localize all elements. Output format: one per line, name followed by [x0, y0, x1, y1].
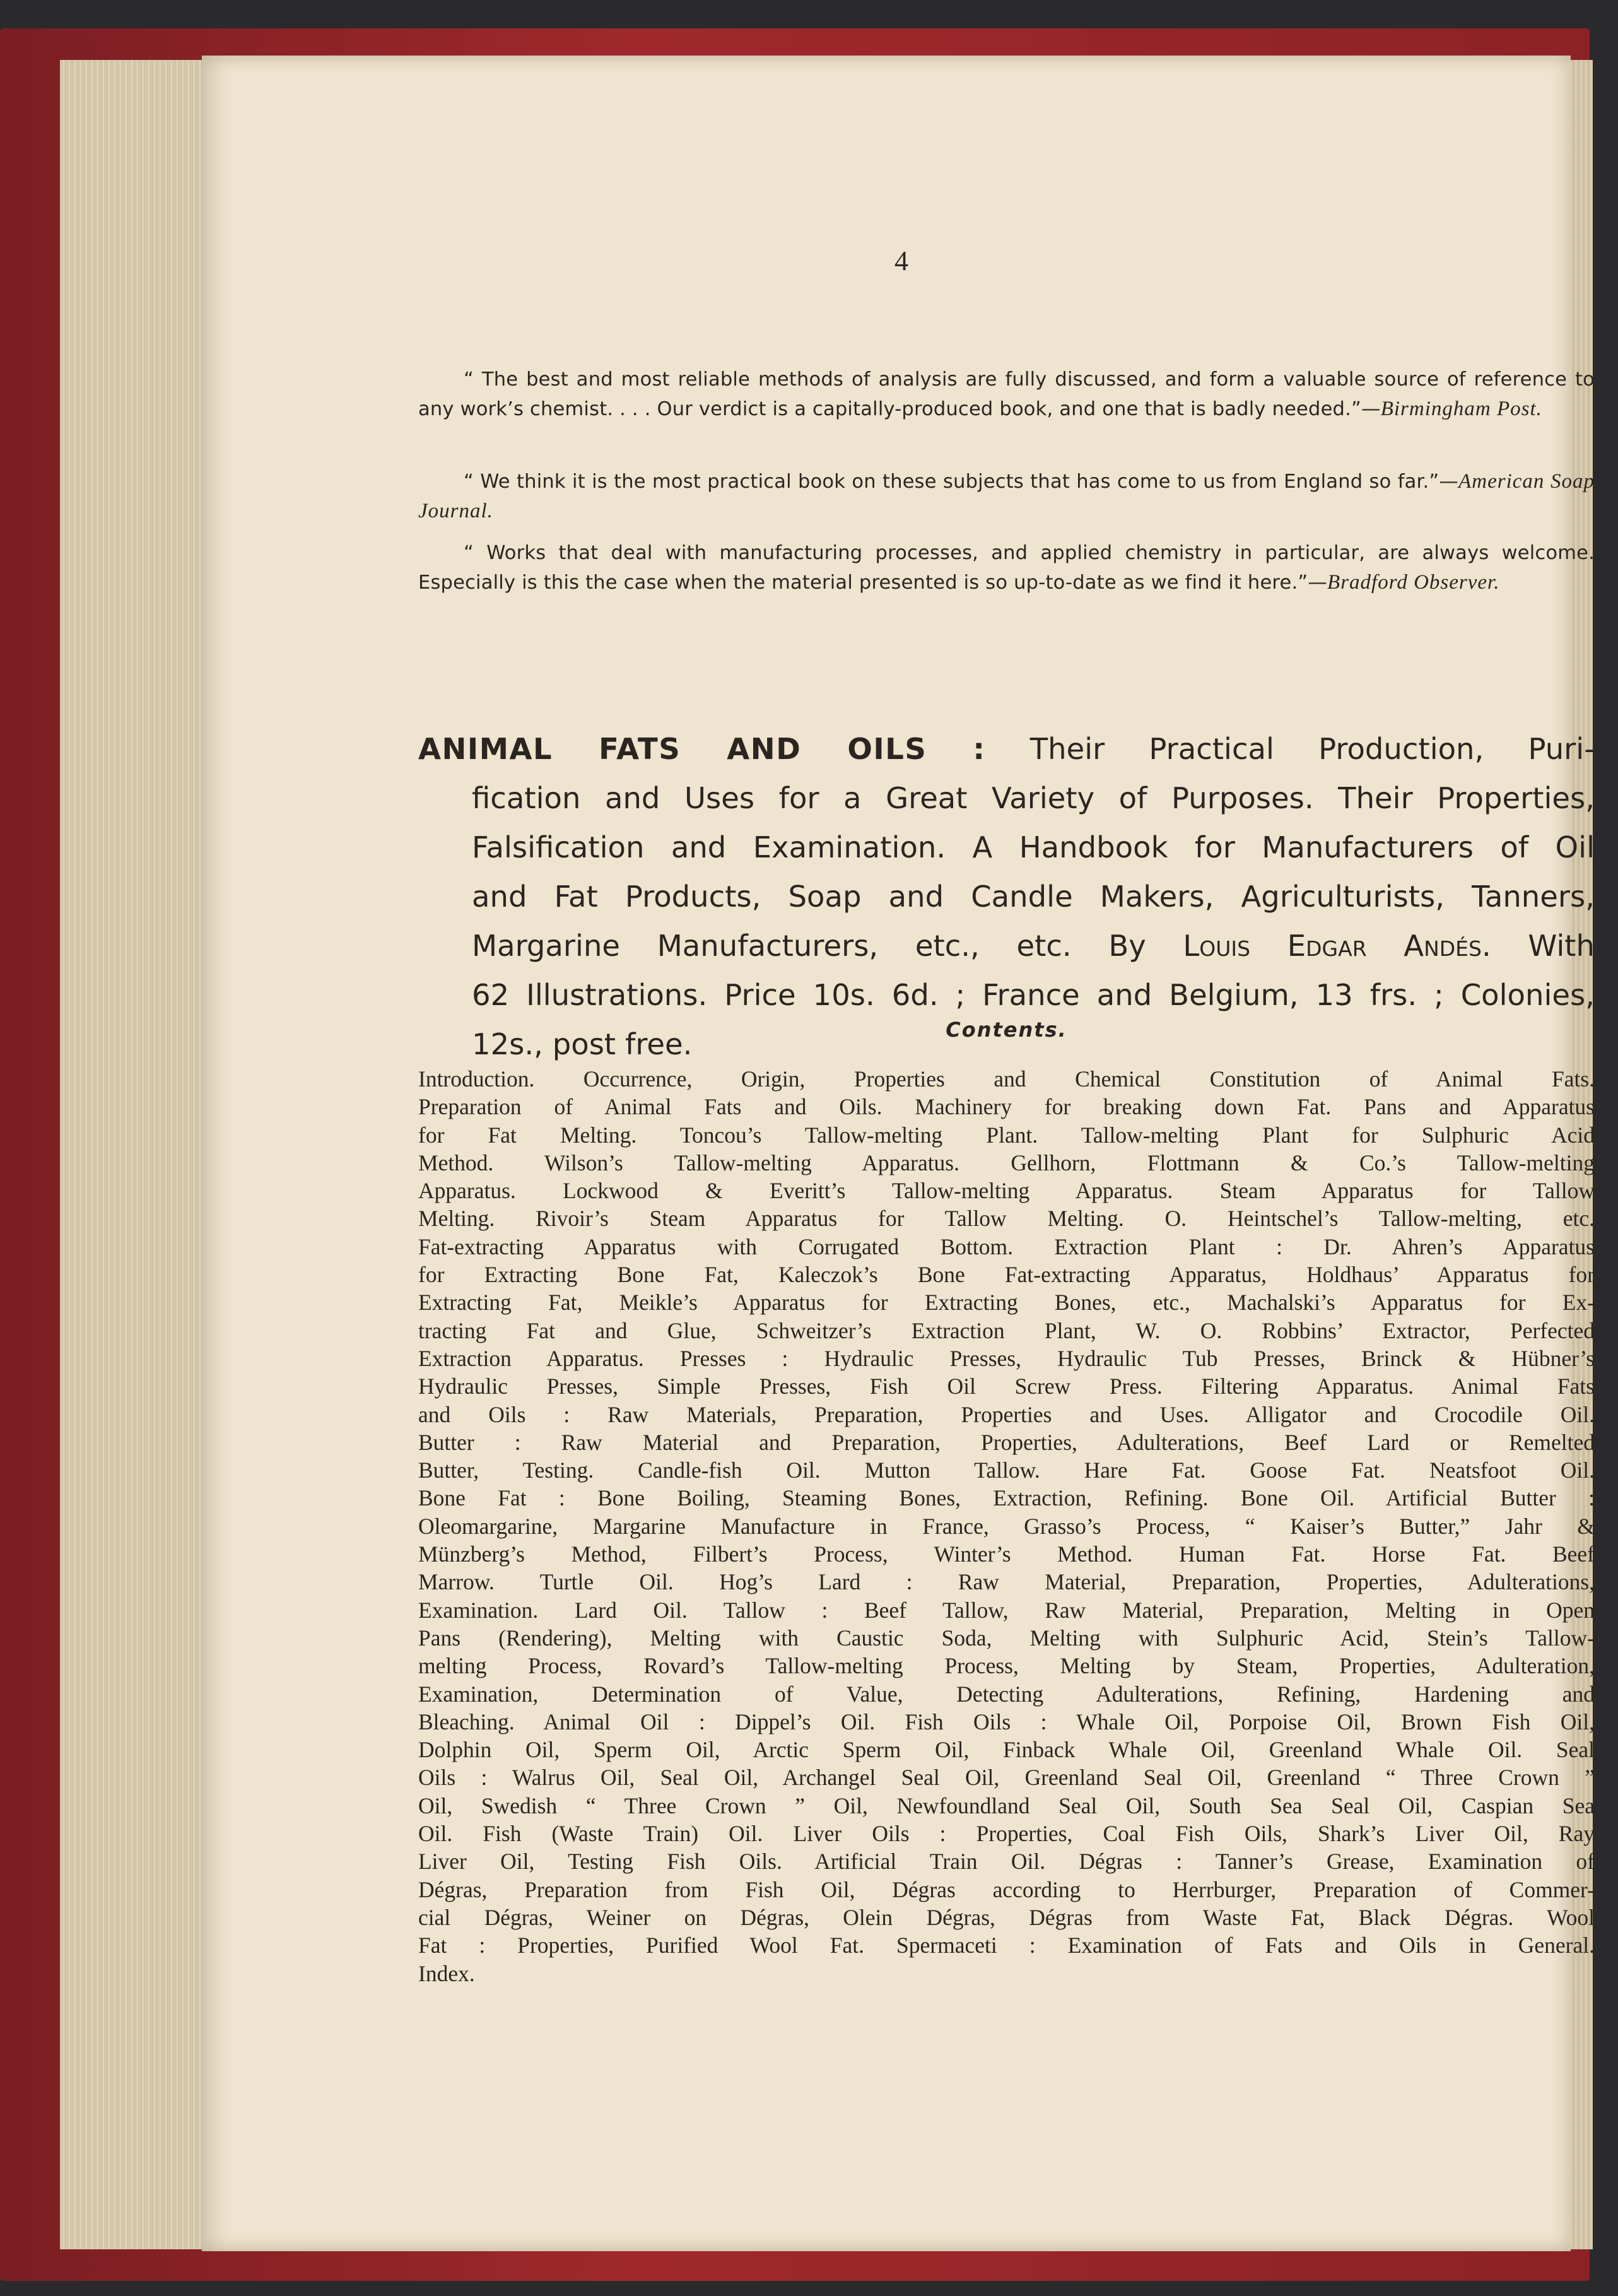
- contents-line: Index.: [418, 1960, 475, 1986]
- contents-line: Oleomargarine, Margarine Manufacture in France, Grasso’s Process, “ Kaiser’s Butter,” Jahr &: [418, 1513, 1595, 1539]
- contents-line: tracting Fat and Glue, Schweitzer’s Extraction Plant, W. O. Robbins’ Extractor, Perfected: [418, 1317, 1595, 1343]
- contents-line: Münzberg’s Method, Filbert’s Process, Winter’s Method. Human Fat. Horse Fat. Beef: [418, 1541, 1595, 1567]
- review-source: American Soap Journal.: [418, 470, 1595, 522]
- contents-line: Examination. Lard Oil. Tallow : Beef Tallow, Raw Material, Preparation, Melting in Open: [418, 1597, 1595, 1623]
- page-number: 4: [894, 245, 908, 276]
- contents-line: Hydraulic Presses, Simple Presses, Fish Oil Screw Press. Filtering Apparatus. Animal Fats: [418, 1374, 1595, 1399]
- contents-line: Fat : Properties, Purified Wool Fat. Spermaceti : Examination of Fats and Oils in General.: [418, 1933, 1595, 1958]
- contents-line: for Fat Melting. Toncou’s Tallow-melting Plant. Tallow-melting Plant for Sulphuric Acid: [418, 1122, 1595, 1148]
- book-author: Louis Edgar Andés.: [1183, 929, 1491, 963]
- review-source: Birmingham Post.: [1380, 397, 1542, 420]
- review-source: Bradford Observer.: [1327, 571, 1500, 594]
- contents-line: Introduction. Occurrence, Origin, Properties and Chemical Constitution of Animal Fats.: [418, 1066, 1595, 1092]
- book-page: [202, 56, 1595, 2251]
- review-text: “ We think it is the most practical book on these subjects that has come to us from England so far.”—American Soap Journal.: [418, 470, 1595, 522]
- contents-line: Dégras, Preparation from Fish Oil, Dégras according to Herrburger, Preparation of Commer-: [418, 1876, 1595, 1902]
- review-american-soap: [418, 467, 1595, 526]
- review-text: “ The best and most reliable methods of analysis are fully discussed, and form a valuable source of reference to any work’s chemist. . . . Our verdict is a capitally-produced book, and one that is badly needed.”—Birmingham Post.: [418, 368, 1595, 420]
- contents-line: Dolphin Oil, Sperm Oil, Arctic Sperm Oil, Finback Whale Oil, Greenland Whale Oil. Seal: [418, 1737, 1595, 1763]
- contents-line: Preparation of Animal Fats and Oils. Machinery for breaking down Fat. Pans and Apparatus: [418, 1094, 1595, 1120]
- contents-line: Butter, Testing. Candle-fish Oil. Mutton Tallow. Hare Fat. Goose Fat. Neatsfoot Oil.: [418, 1457, 1595, 1483]
- review-bradford: [418, 538, 1595, 598]
- contents-line: for Extracting Bone Fat, Kaleczok’s Bone Fat-extracting Apparatus, Holdhaus’ Apparatus for: [418, 1262, 1595, 1288]
- description-line: and Fat Products, Soap and Candle Makers, Agriculturists, Tanners,: [472, 880, 1595, 914]
- contents-line: Extracting Fat, Meikle’s Apparatus for Extracting Bones, etc., Machalski’s Apparatus for Ex-: [418, 1290, 1595, 1316]
- contents-line: Method. Wilson’s Tallow-melting Apparatus. Gellhorn, Flottmann & Co.’s Tallow-melting: [418, 1150, 1595, 1175]
- description-line: Margarine Manufacturers, etc., etc. By Louis Edgar Andés. With: [472, 929, 1595, 963]
- contents-line: and Oils : Raw Materials, Preparation, Properties and Uses. Alligator and Crocodile Oil.: [418, 1401, 1595, 1427]
- contents-line: Liver Oil, Testing Fish Oils. Artificial Train Oil. Dégras : Tanner’s Grease, Examination of: [418, 1849, 1595, 1875]
- book-title: ANIMAL FATS AND OILS :: [418, 732, 986, 766]
- contents-line: Apparatus. Lockwood & Everitt’s Tallow-melting Apparatus. Steam Apparatus for Tallow: [418, 1178, 1595, 1204]
- price-line: 12s., post free.: [472, 1027, 693, 1061]
- price-line: 62 Illustrations. Price 10s. 6d. ; France and Belgium, 13 frs. ; Colonies,: [472, 978, 1595, 1012]
- contents-heading: Contents.: [946, 1018, 1067, 1042]
- contents-list: [418, 1065, 1595, 1987]
- description-line: Falsification and Examination. A Handbook for Manufacturers of Oil: [472, 830, 1595, 864]
- page-edges-left: [60, 60, 211, 2249]
- review-birmingham: [418, 365, 1595, 424]
- review-text: “ Works that deal with manufacturing processes, and applied chemistry in particular, are always welcome. Especially is this the case when the material presented is so up-to-date as we find it here.”—Bradford Observer.: [418, 542, 1595, 594]
- contents-line: Marrow. Turtle Oil. Hog’s Lard : Raw Material, Preparation, Properties, Adulterations,: [418, 1569, 1595, 1595]
- contents-line: Oil, Swedish “ Three Crown ” Oil, Newfoundland Seal Oil, South Sea Seal Oil, Caspian Sea: [418, 1793, 1595, 1818]
- contents-line: Bone Fat : Bone Boiling, Steaming Bones, Extraction, Refining. Bone Oil. Artificial Butter :: [418, 1485, 1595, 1511]
- contents-line: Melting. Rivoir’s Steam Apparatus for Tallow Melting. O. Heintschel’s Tallow-melting, etc.: [418, 1206, 1595, 1232]
- contents-line: Extraction Apparatus. Presses : Hydraulic Presses, Hydraulic Tub Presses, Brinck & Hübner’s: [418, 1345, 1595, 1371]
- contents-line: Examination, Determination of Value, Detecting Adulterations, Refining, Hardening and: [418, 1681, 1595, 1707]
- contents-line: Bleaching. Animal Oil : Dippel’s Oil. Fish Oils : Whale Oil, Porpoise Oil, Brown Fish Oil,: [418, 1709, 1595, 1734]
- contents-line: Oils : Walrus Oil, Seal Oil, Archangel Seal Oil, Greenland Seal Oil, Greenland “ Three Crown ”: [418, 1765, 1595, 1791]
- description-line: fication and Uses for a Great Variety of Purposes. Their Properties,: [472, 781, 1595, 815]
- contents-line: Butter : Raw Material and Preparation, Properties, Adulterations, Beef Lard or Remelted: [418, 1429, 1595, 1455]
- contents-line: Pans (Rendering), Melting with Caustic Soda, Melting with Sulphuric Acid, Stein’s Tallow-: [418, 1625, 1595, 1651]
- contents-line: Fat-extracting Apparatus with Corrugated Bottom. Extraction Plant : Dr. Ahren’s Apparatus: [418, 1233, 1595, 1259]
- contents-line: melting Process, Rovard’s Tallow-melting Process, Melting by Steam, Properties, Adulteration,: [418, 1653, 1595, 1679]
- contents-line: Oil. Fish (Waste Train) Oil. Liver Oils : Properties, Coal Fish Oils, Shark’s Liver Oil, Ray: [418, 1821, 1595, 1847]
- contents-line: cial Dégras, Weiner on Dégras, Olein Dégras, Dégras from Waste Fat, Black Dégras. Wool: [418, 1904, 1595, 1930]
- title-line: ANIMAL FATS AND OILS : Their Practical Production, Puri-: [418, 732, 1595, 766]
